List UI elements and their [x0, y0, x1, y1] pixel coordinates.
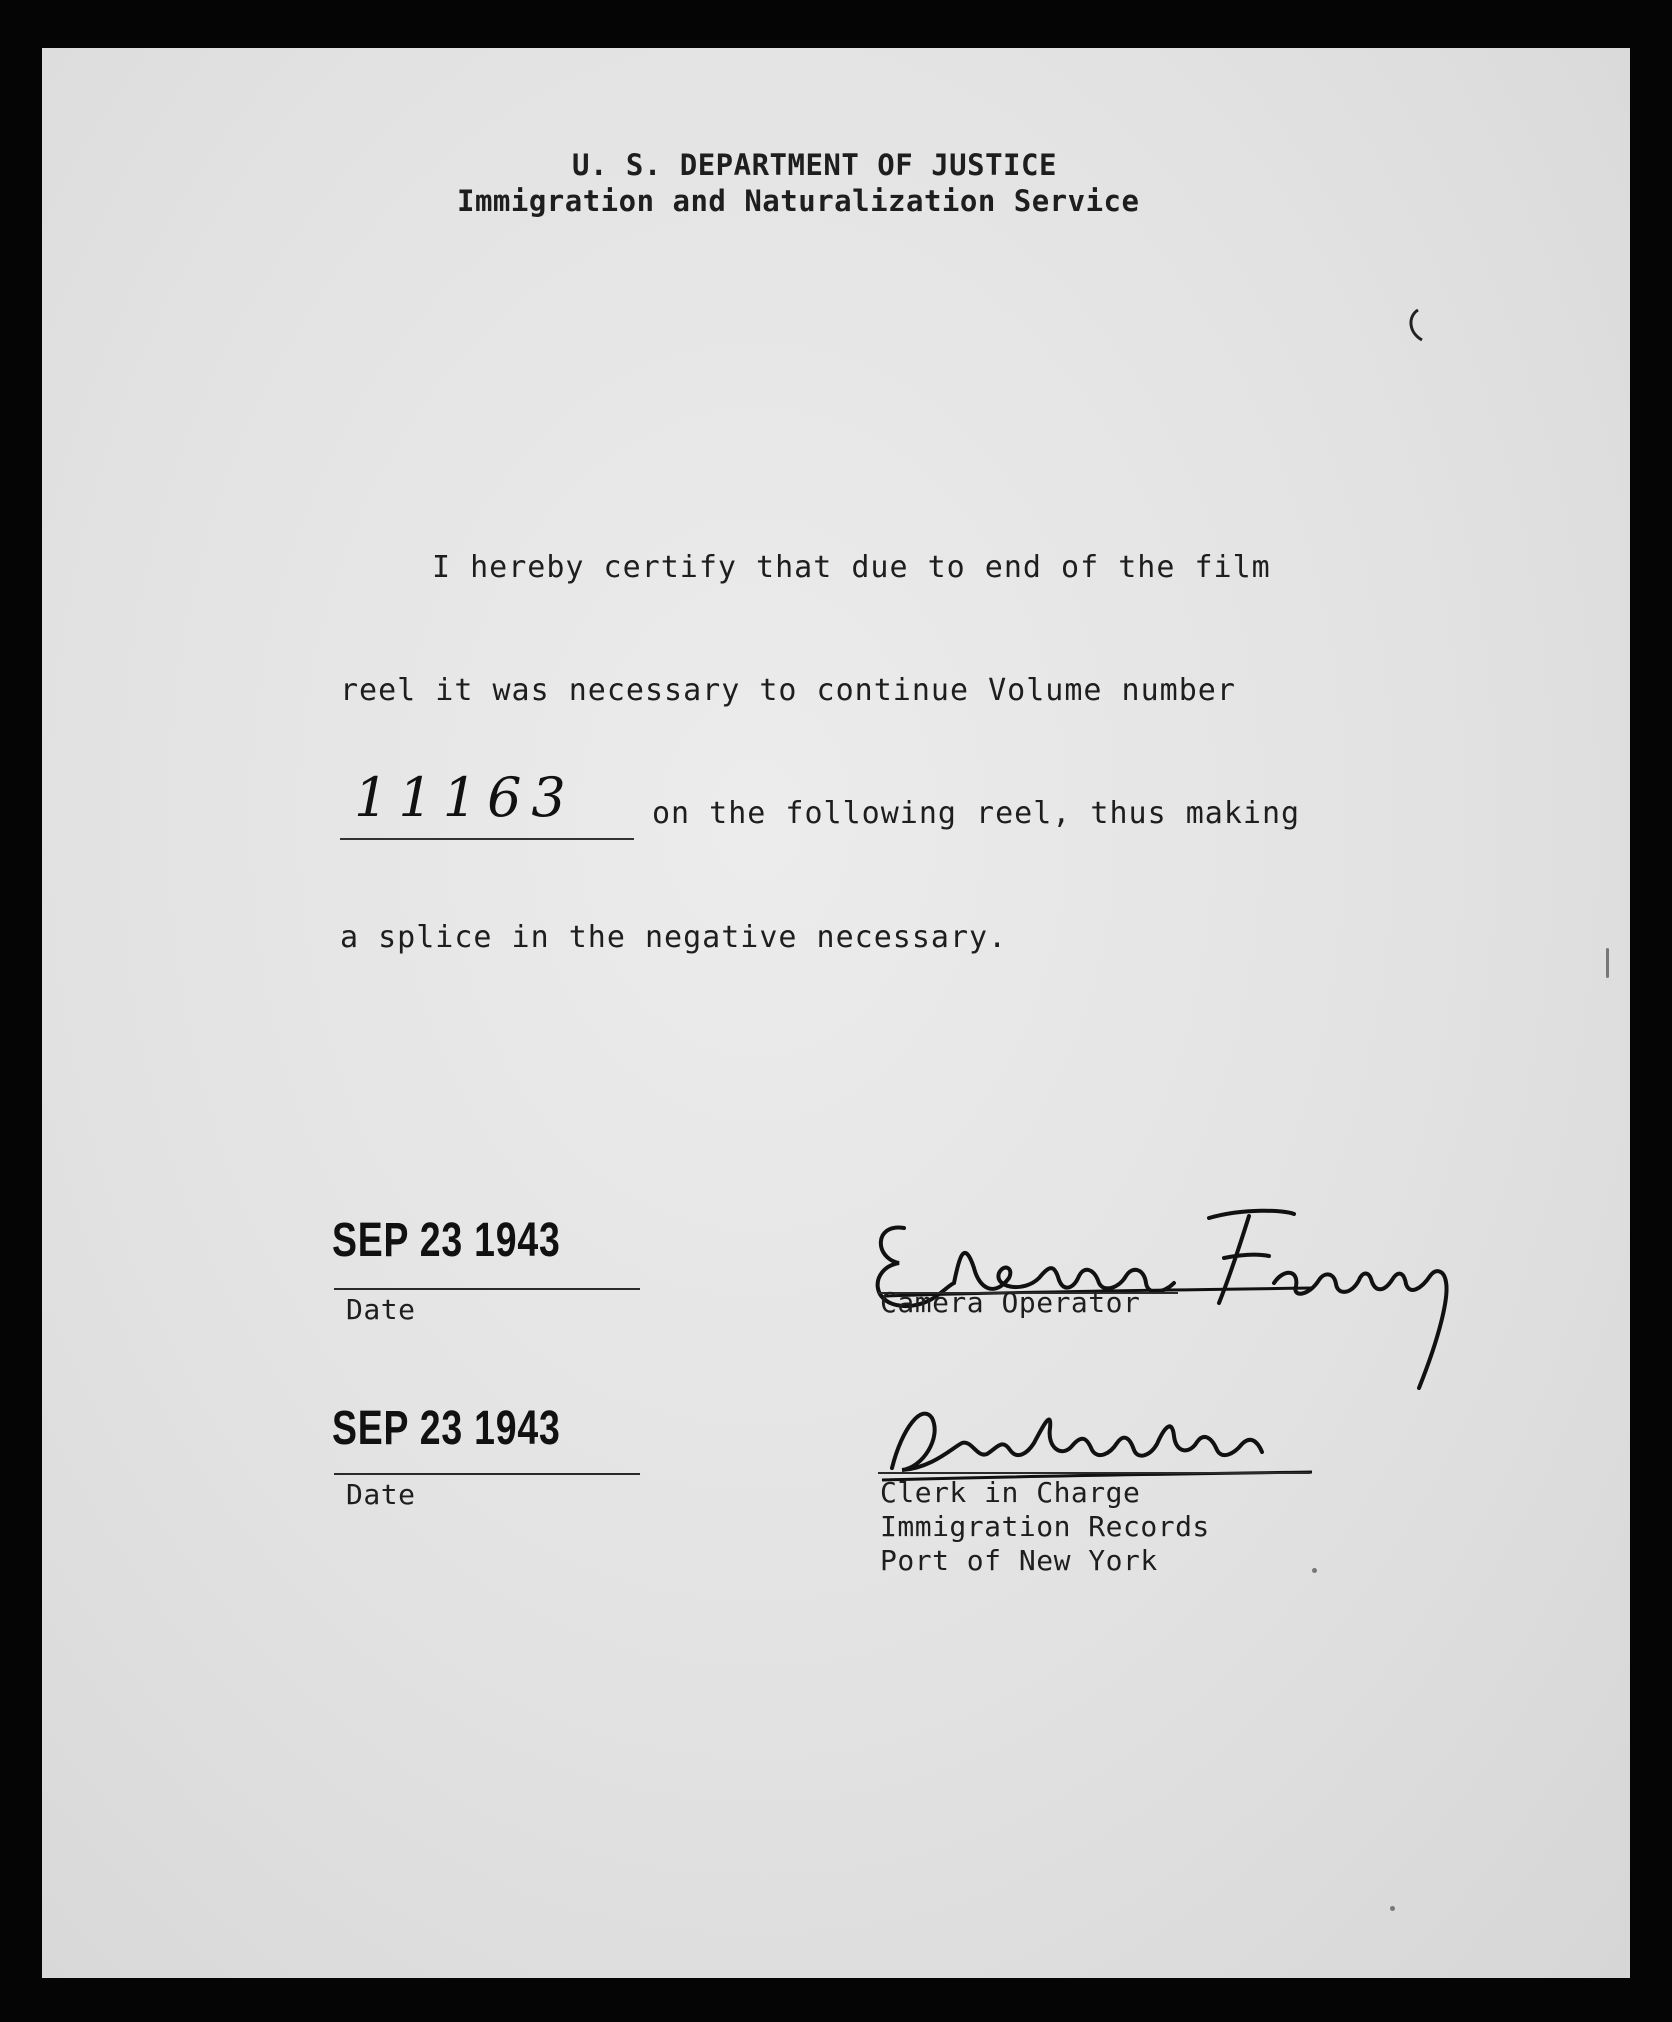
volume-number-handwritten: 11163 [354, 766, 576, 829]
date-label-camera: Date [346, 1293, 416, 1326]
date-stamp-clerk: SEP 23 1943 [332, 1402, 561, 1455]
clerk-title-line-1: Clerk in Charge [880, 1476, 1141, 1509]
paper-speck [1312, 1568, 1317, 1573]
document-page [42, 48, 1630, 1978]
service-heading: Immigration and Naturalization Service [457, 184, 1140, 218]
clerk-rule [878, 1472, 1310, 1474]
department-heading: U. S. DEPARTMENT OF JUSTICE [572, 148, 1057, 182]
paper-scratch [1606, 948, 1609, 978]
clerk-title-line-2: Immigration Records [880, 1510, 1210, 1543]
date-rule-clerk [334, 1473, 640, 1475]
date-stamp-camera: SEP 23 1943 [332, 1214, 561, 1267]
camera-operator-label: Camera Operator [880, 1286, 1141, 1319]
clerk-title-line-3: Port of New York [880, 1544, 1158, 1577]
stray-mark-icon [1400, 306, 1430, 346]
paper-speck [1390, 1906, 1395, 1911]
certification-line-4: a splice in the negative necessary. [340, 920, 1008, 955]
certification-line-1: I hereby certify that due to end of the film [432, 550, 1271, 585]
certification-line-3: on the following reel, thus making [652, 796, 1301, 831]
volume-number-rule [340, 838, 634, 840]
certification-line-2: reel it was necessary to continue Volume number [340, 673, 1236, 708]
date-rule-camera [334, 1288, 640, 1290]
date-label-clerk: Date [346, 1478, 416, 1511]
